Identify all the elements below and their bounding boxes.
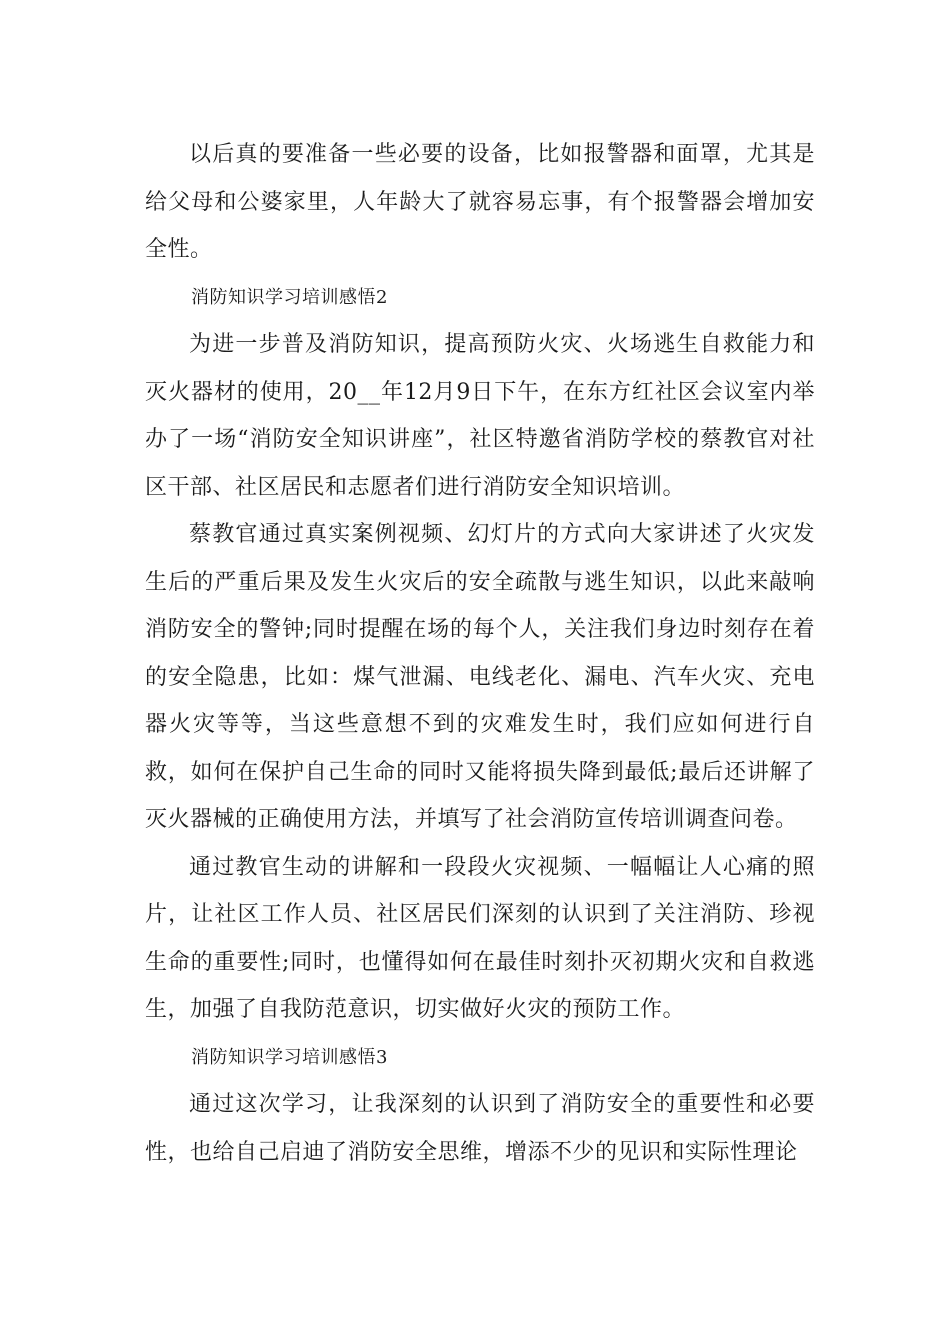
document-body	[145, 131, 815, 1176]
body-paragraph: 以后真的要准备一些必要的设备，比如报警器和面罩，尤其是给父母和公婆家里，人年龄大了就容易忘事，有个报警器会增加安全性。	[145, 142, 815, 262]
section-heading: 消防知识学习培训感悟2	[191, 286, 388, 308]
body-paragraph: 为进一步普及消防知识，提高预防火灾、火场逃生自救能力和灭火器材的使用，20__年12月9日下午，在东方红社区会议室内举办了一场“消防安全知识讲座”，社区特邀省消防学校的蔡教官对社区干部、社区居民和志愿者们进行消防安全知识培训。	[145, 332, 815, 500]
section-heading: 消防知识学习培训感悟3	[191, 1046, 388, 1068]
body-paragraph: 通过教官生动的讲解和一段段火灾视频、一幅幅让人心痛的照片，让社区工作人员、社区居民们深刻的认识到了关注消防、珍视生命的重要性;同时，也懂得如何在最佳时刻扑灭初期火灾和自救逃生，加强了自我防范意识，切实做好火灾的预防工作。	[145, 854, 815, 1022]
body-paragraph: 蔡教官通过真实案例视频、幻灯片的方式向大家讲述了火灾发生后的严重后果及发生火灾后的安全疏散与逃生知识，以此来敲响消防安全的警钟;同时提醒在场的每个人，关注我们身边时刻存在着的安全隐患，比如：煤气泄漏、电线老化、漏电、汽车火灾、充电器火灾等等，当这些意想不到的灾难发生时，我们应如何进行自救，如何在保护自己生命的同时又能将损失降到最低;最后还讲解了灭火器械的正确使用方法，并填写了社会消防宣传培训调查问卷。	[145, 522, 815, 832]
body-paragraph: 通过这次学习，让我深刻的认识到了消防安全的重要性和必要性，也给自己启迪了消防安全思维，增添不少的见识和实际性理论	[145, 1092, 815, 1165]
